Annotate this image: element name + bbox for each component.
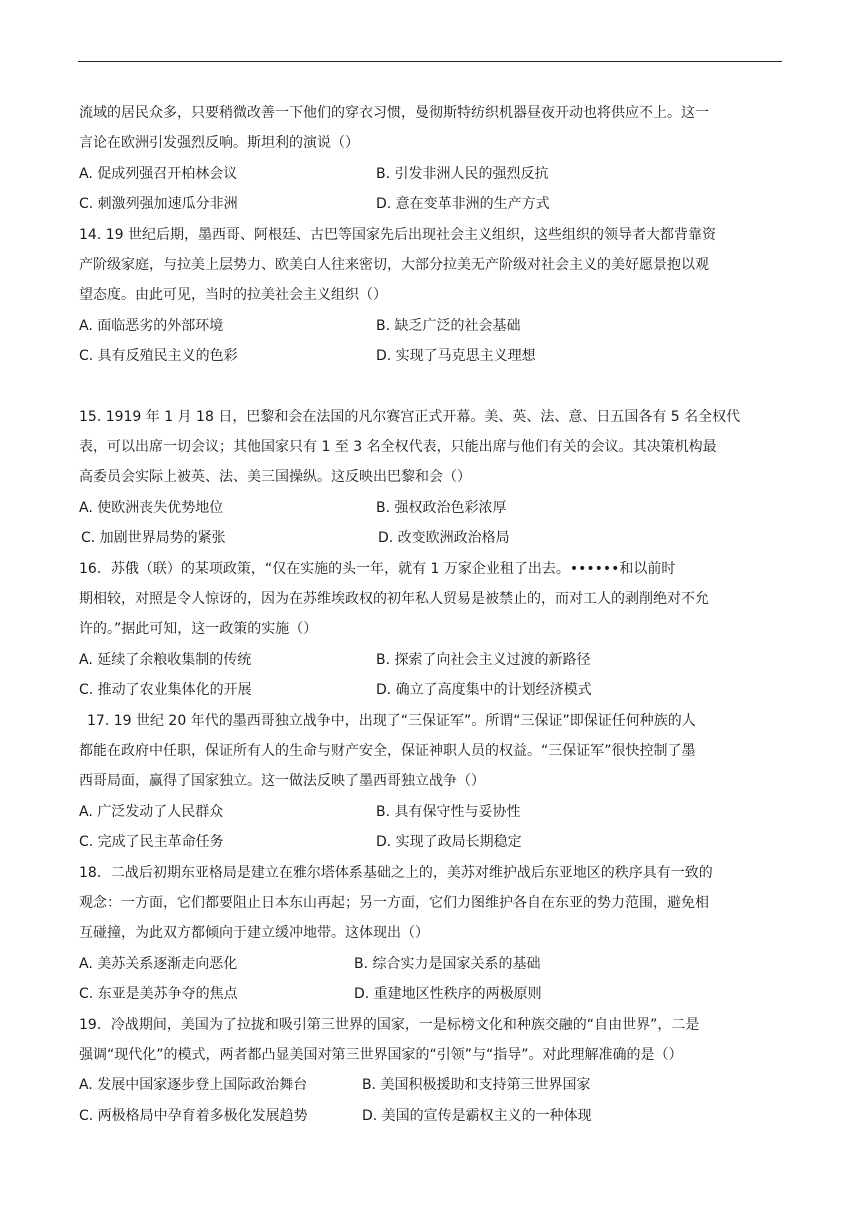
options-row (79, 523, 779, 553)
option-b[interactable]: B. 探索了向社会主义过渡的新路径 (376, 651, 591, 668)
question-text-line: 高委员会实际上被英、法、美三国操纵。这反映出巴黎和会（） (79, 469, 471, 486)
option-d[interactable]: D. 确立了高度集中的计划经济模式 (376, 682, 592, 699)
option-d[interactable]: D. 意在变革非洲的生产方式 (376, 196, 550, 213)
question-text-line: 都能在政府中任职，保证所有人的生命与财产安全，保证神职人员的权益。“三保证军”很快控制了墨 (79, 743, 696, 759)
option-d[interactable]: D. 改变欧洲政治格局 (378, 530, 510, 547)
question-text-line: 许的。”据此可知，这一政策的实施（） (79, 621, 318, 638)
options-row (79, 493, 779, 523)
options-row (79, 645, 779, 675)
options-row (79, 341, 779, 371)
option-a[interactable]: A. 发展中国家逐步登上国际政治舞台 (79, 1077, 308, 1094)
options-row (79, 675, 779, 705)
question-14 (79, 220, 779, 372)
options-row (79, 797, 779, 827)
question-text-line: 表，可以出席一切会议；其他国家只有 1 至 3 名全权代表，只能出席与他们有关的会议。其决策机构最 (79, 439, 717, 455)
option-a[interactable]: A. 面临恶劣的外部环境 (79, 317, 224, 334)
question-text-line: 15. 1919 年 1 月 18 日，巴黎和会在法国的凡尔赛宫正式开幕。美、英、法、意、日五国各有 5 名全权代 (79, 408, 741, 425)
question-16 (79, 554, 779, 706)
option-d[interactable]: D. 美国的宣传是霸权主义的一种体现 (362, 1107, 592, 1124)
options-row (79, 979, 779, 1009)
option-b[interactable]: B. 强权政治色彩浓厚 (376, 499, 507, 516)
option-a[interactable]: A. 使欧洲丧失优势地位 (79, 499, 224, 516)
question-text-line: 强调“现代化”的模式，两者都凸显美国对第三世界国家的“引领”与“指导”。对此理解准确的是（） (79, 1047, 683, 1063)
question-19 (79, 1010, 779, 1132)
option-a[interactable]: A. 美苏关系逐渐走向恶化 (79, 955, 238, 972)
exam-page (79, 98, 779, 1131)
question-text-line: 18．二战后初期东亚格局是建立在雅尔塔体系基础之上的，美苏对维护战后东亚地区的秩序具有一致的 (79, 864, 713, 881)
options-row (79, 311, 779, 341)
question-text-line: 西哥局面，赢得了国家独立。这一做法反映了墨西哥独立战争（） (79, 773, 485, 790)
question-text-line: 14. 19 世纪后期，墨西哥、阿根廷、古巴等国家先后出现社会主义组织，这些组织的领导者大都背靠资 (79, 226, 716, 243)
options-row (79, 189, 779, 219)
option-c[interactable]: C. 完成了民主革命任务 (79, 834, 224, 851)
question-18 (79, 858, 779, 1010)
question-text-line: 期相较，对照是令人惊讶的，因为在苏维埃政权的初年私人贸易是被禁止的，而对工人的剥削绝对不允 (79, 591, 709, 607)
spacer (79, 372, 779, 402)
option-c[interactable]: C. 具有反殖民主义的色彩 (79, 348, 238, 365)
option-b[interactable]: B. 缺乏广泛的社会基础 (376, 317, 521, 334)
question-text-line: 观念：一方面，它们都要阻止日本东山再起；另一方面，它们力图维护各自在东亚的势力范围，避免相 (79, 895, 709, 911)
options-row (79, 1101, 779, 1131)
question-text-line: 产阶级家庭，与拉美上层势力、欧美白人往来密切，大部分拉美无产阶级对社会主义的美好愿景抱以观 (79, 257, 709, 273)
options-row (79, 827, 779, 857)
option-a[interactable]: A. 广泛发动了人民群众 (79, 803, 224, 820)
option-d[interactable]: D. 重建地区性秩序的两极原则 (354, 986, 542, 1003)
question-text-line: 17. 19 世纪 20 年代的墨西哥独立战争中，出现了“三保证军”。所谓“三保证”即保证任何种族的人 (87, 712, 696, 729)
option-a[interactable]: A. 促成列强召开柏林会议 (79, 165, 238, 182)
option-c[interactable]: C. 刺激列强加速瓜分非洲 (79, 196, 238, 213)
option-d[interactable]: D. 实现了马克思主义理想 (376, 348, 536, 365)
option-a[interactable]: A. 延续了余粮收集制的传统 (79, 651, 252, 668)
option-c[interactable]: C. 加剧世界局势的紧张 (81, 530, 226, 547)
option-b[interactable]: B. 综合实力是国家关系的基础 (354, 955, 541, 972)
question-text-line: 16．苏俄（联）的某项政策，“仅在实施的头一年，就有 1 万家企业租了出去。••••••和以前时 (79, 560, 676, 577)
options-row (79, 1070, 779, 1100)
question-text-line: 19．冷战期间，美国为了拉拢和吸引第三世界的国家，一是标榜文化和种族交融的“自由世界”，二是 (79, 1016, 700, 1033)
question-15 (79, 402, 779, 554)
question-text-line: 互碰撞，为此双方都倾向于建立缓冲地带。这体现出（） (79, 925, 429, 942)
option-c[interactable]: C. 推动了农业集体化的开展 (79, 682, 252, 699)
option-c[interactable]: C. 两极格局中孕育着多极化发展趋势 (79, 1107, 308, 1124)
options-row (79, 159, 779, 189)
option-b[interactable]: B. 引发非洲人民的强烈反抗 (376, 165, 549, 182)
option-c[interactable]: C. 东亚是美苏争夺的焦点 (79, 986, 238, 1003)
option-b[interactable]: B. 具有保守性与妥协性 (376, 803, 521, 820)
option-b[interactable]: B. 美国积极援助和支持第三世界国家 (362, 1077, 591, 1094)
header-rule (78, 61, 782, 62)
options-row (79, 949, 779, 979)
question-text-line: 流域的居民众多，只要稍微改善一下他们的穿衣习惯，曼彻斯特纺织机器昼夜开动也将供应不上。这一 (79, 105, 709, 121)
question-text-line: 言论在欧洲引发强烈反响。斯坦利的演说（） (79, 135, 359, 152)
option-d[interactable]: D. 实现了政局长期稳定 (376, 834, 522, 851)
question-text-line: 望态度。由此可见，当时的拉美社会主义组织（） (79, 287, 387, 304)
question-17 (79, 706, 779, 858)
question-13 (79, 98, 779, 220)
